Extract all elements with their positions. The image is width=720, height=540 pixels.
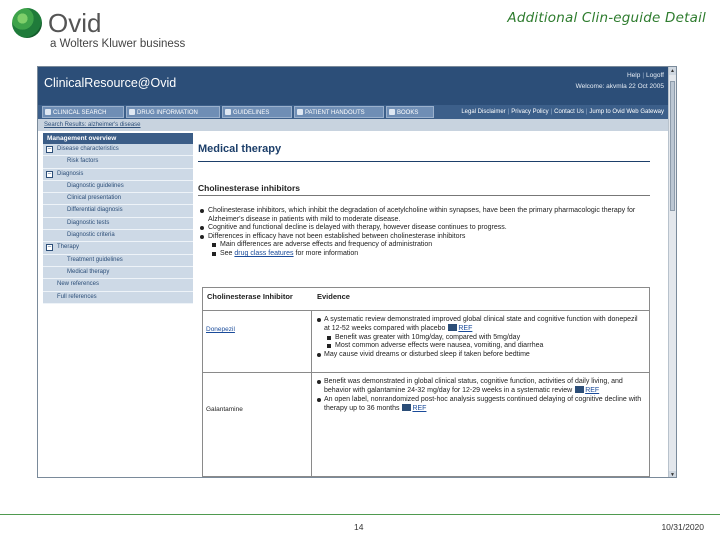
main-content xyxy=(198,133,666,478)
footer-divider xyxy=(0,514,720,515)
list-item: Differences in efficacy have not been established between cholinesterase inhibitors xyxy=(198,233,650,242)
legal-disclaimer-link[interactable]: Legal Disclaimer xyxy=(461,109,506,115)
browser-screenshot xyxy=(37,66,677,478)
menu-item-differential-diagnosis[interactable]: Differential diagnosis xyxy=(43,205,193,217)
menu-item-diagnostic-criteria[interactable]: Diagnostic criteria xyxy=(43,230,193,242)
page-title: Medical therapy xyxy=(198,143,282,155)
collapse-icon[interactable]: – xyxy=(47,244,52,251)
breadcrumb[interactable]: Search Results: alzheimer's disease xyxy=(38,119,670,131)
section-title: Cholinesterase inhibitors xyxy=(198,183,301,193)
column-header-inhibitor: Cholinesterase Inhibitor xyxy=(207,292,293,301)
evidence-item: An open label, nonrandomized post-hoc analysis suggests continued delaying of cognitive decline with therapy up to 36 months REF xyxy=(315,396,645,414)
tab-guidelines[interactable]: GUIDELINES xyxy=(222,106,292,118)
ref-link[interactable]: REF xyxy=(458,325,473,333)
page-number: 14 xyxy=(354,522,364,532)
app-brand[interactable]: ClinicalResource@Ovid xyxy=(44,76,177,90)
logoff-link[interactable]: Logoff xyxy=(646,72,664,79)
menu-item-disease-characteristics[interactable]: – Disease characteristics xyxy=(43,144,193,156)
title-divider xyxy=(198,161,650,162)
privacy-policy-link[interactable]: Privacy Policy xyxy=(511,109,549,115)
table-row xyxy=(315,316,645,359)
sub-list-item: Main differences are adverse effects and frequency of administration xyxy=(198,241,650,250)
menu-item-therapy[interactable]: – Therapy xyxy=(43,242,193,254)
menu-item-new-references[interactable]: New references xyxy=(43,279,193,291)
menu-item-diagnostic-guidelines[interactable]: Diagnostic guidelines xyxy=(43,181,193,193)
ref-link[interactable]: REF xyxy=(585,387,600,395)
logo-subtitle: a Wolters Kluwer business xyxy=(50,38,186,50)
ovid-gateway-link[interactable]: Jump to Ovid Web Gateway xyxy=(589,109,664,115)
tab-clinical-search[interactable]: CLINICAL SEARCH xyxy=(42,106,124,118)
reference-icon[interactable] xyxy=(575,386,584,393)
book-icon xyxy=(389,109,395,115)
logo-word: Ovid xyxy=(48,8,102,38)
ovid-logo xyxy=(10,6,210,52)
menu-item-medical-therapy[interactable]: Medical therapy xyxy=(43,267,193,279)
menu-item-diagnosis[interactable]: – Diagnosis xyxy=(43,169,193,181)
rx-icon xyxy=(129,109,135,115)
column-divider xyxy=(311,310,312,476)
utility-links: Legal Disclaimer | Privacy Policy | Contact Us | Jump to Ovid Web Gateway xyxy=(461,109,664,115)
app-header xyxy=(38,67,670,105)
evidence-item: Benefit was demonstrated in global clinical status, cognitive function, activities of daily living, and behavior with galantamine 24-32 mg/day for 12-29 weeks in a systematic review REF xyxy=(315,378,645,396)
evidence-subitem: Benefit was greater with 10mg/day, compared with 5mg/day xyxy=(315,334,645,342)
collapse-icon[interactable]: – xyxy=(47,170,52,177)
column-header-evidence: Evidence xyxy=(317,292,350,301)
menu-item-diagnostic-tests[interactable]: Diagnostic tests xyxy=(43,218,193,230)
left-menu xyxy=(43,133,193,309)
scroll-thumb[interactable] xyxy=(670,81,675,211)
evidence-table xyxy=(202,287,650,477)
menu-item-treatment-guidelines[interactable]: Treatment guidelines xyxy=(43,255,193,267)
help-link[interactable]: Help xyxy=(626,72,641,79)
tab-books[interactable]: BOOKS xyxy=(386,106,434,118)
nav-bar xyxy=(38,105,670,119)
donepezil-link[interactable]: Donepezil xyxy=(206,326,235,333)
welcome-text: Welcome: akvmla 22 Oct 2005 xyxy=(575,83,664,90)
tab-patient-handouts[interactable]: PATIENT HANDOUTS xyxy=(294,106,384,118)
menu-item-full-references[interactable]: Full references xyxy=(43,292,193,304)
list-item: Cognitive and functional decline is delayed with therapy, however disease continues to progress. xyxy=(198,224,650,233)
contact-us-link[interactable]: Contact Us xyxy=(554,109,584,115)
scroll-up-icon[interactable]: ▲ xyxy=(670,68,675,74)
header-right: Help | Logoff Welcome: akvmla 22 Oct 2005 xyxy=(575,72,664,90)
slide-title: Additional Clin-eguide Detail xyxy=(507,10,706,26)
ref-link[interactable]: REF xyxy=(412,405,427,413)
reference-icon[interactable] xyxy=(402,404,411,411)
header-divider xyxy=(203,310,649,311)
footer-date: 10/31/2020 xyxy=(661,522,704,532)
scrollbar[interactable] xyxy=(668,67,676,478)
menu-item-clinical-presentation[interactable]: Clinical presentation xyxy=(43,193,193,205)
section-divider xyxy=(198,195,650,196)
row-divider xyxy=(203,372,649,373)
tab-drug-information[interactable]: DRUG INFORMATION xyxy=(126,106,220,118)
sub-list-item: See drug class features for more information xyxy=(198,250,650,259)
evidence-item: May cause vivid dreams or disturbed sleep if taken before bedtime xyxy=(315,351,645,359)
reference-icon[interactable] xyxy=(448,324,457,331)
handout-icon xyxy=(297,109,303,115)
menu-item-risk-factors[interactable]: Risk factors xyxy=(43,156,193,168)
list-item: Cholinesterase inhibitors, which inhibit the degradation of acetylcholine within synapses, have been the primary pharmacologic therapy for Alzheimer's disease in patients with mild to moderate disease. xyxy=(198,207,650,224)
bullet-list xyxy=(198,207,650,259)
evidence-subitem: Most common adverse effects were nausea, vomiting, and diarrhea xyxy=(315,342,645,350)
galantamine-label: Galantamine xyxy=(206,406,243,413)
collapse-icon[interactable]: – xyxy=(47,146,52,152)
search-icon xyxy=(45,109,51,115)
funnel-icon xyxy=(225,109,231,115)
menu-header: Management overview xyxy=(43,133,193,144)
table-row xyxy=(315,378,645,414)
drug-class-features-link[interactable]: drug class features xyxy=(234,249,294,257)
globe-icon xyxy=(12,8,42,38)
scroll-down-icon[interactable]: ▼ xyxy=(670,472,675,478)
evidence-item: A systematic review demonstrated improved global clinical state and cognitive function with donepezil at 12-52 weeks compared with placebo REF xyxy=(315,316,645,334)
